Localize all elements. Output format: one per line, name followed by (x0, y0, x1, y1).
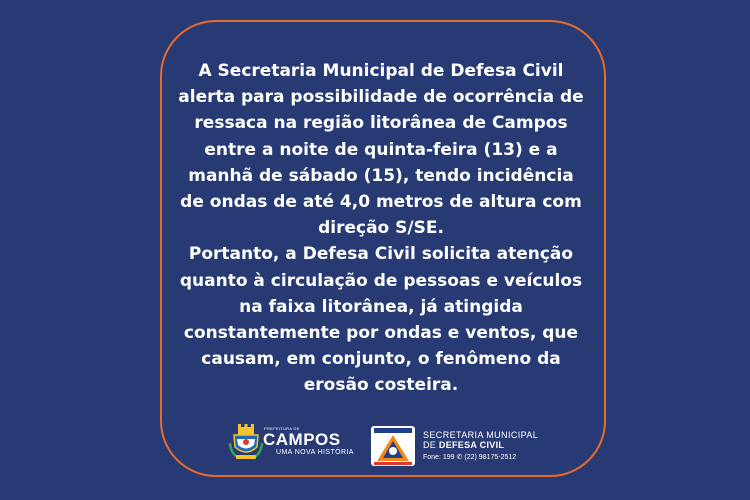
phone-number: (22) 98175-2512 (464, 454, 517, 461)
footer-logos (0, 421, 750, 471)
defesa-civil-label (423, 440, 538, 451)
notice-paragraph-2: Portanto, a Defesa Civil solicita atenção quanto à circulação de pessoas e veículos na faixa litorânea, já atingida constantemente por ondas e ventos, que causam, em conjunto, o fenômeno da erosão costeira. (179, 244, 583, 396)
phone-icon: ✆ (456, 454, 463, 461)
campos-small-label: PREFEITURA DE (264, 426, 300, 431)
defesa-civil-name: DEFESA CIVIL (438, 440, 505, 450)
phone-label: Fone: 199 (423, 454, 455, 461)
campos-name: CAMPOS (263, 430, 341, 449)
campos-tagline: UMA NOVA HISTÓRIA (276, 449, 354, 456)
notice-paragraph-1: A Secretaria Municipal de Defesa Civil alerta para possibilidade de ocorrência de ressaca na região litorânea de Campos entre a noite de quinta-feira (13) e a manhã de sábado (15), tendo incidência de ondas de até 4,0 metros de altura com direção S/SE. (178, 61, 584, 239)
defesa-civil-prefix: DE (423, 440, 439, 450)
campos-logo (228, 421, 358, 465)
defesa-civil-badge-icon (371, 426, 415, 466)
city-coat-of-arms-icon (228, 421, 264, 461)
notice-text (176, 58, 586, 399)
defesa-civil-info (423, 430, 538, 464)
phone-line (423, 452, 538, 464)
secretaria-label: SECRETARIA MUNICIPAL (423, 430, 539, 440)
